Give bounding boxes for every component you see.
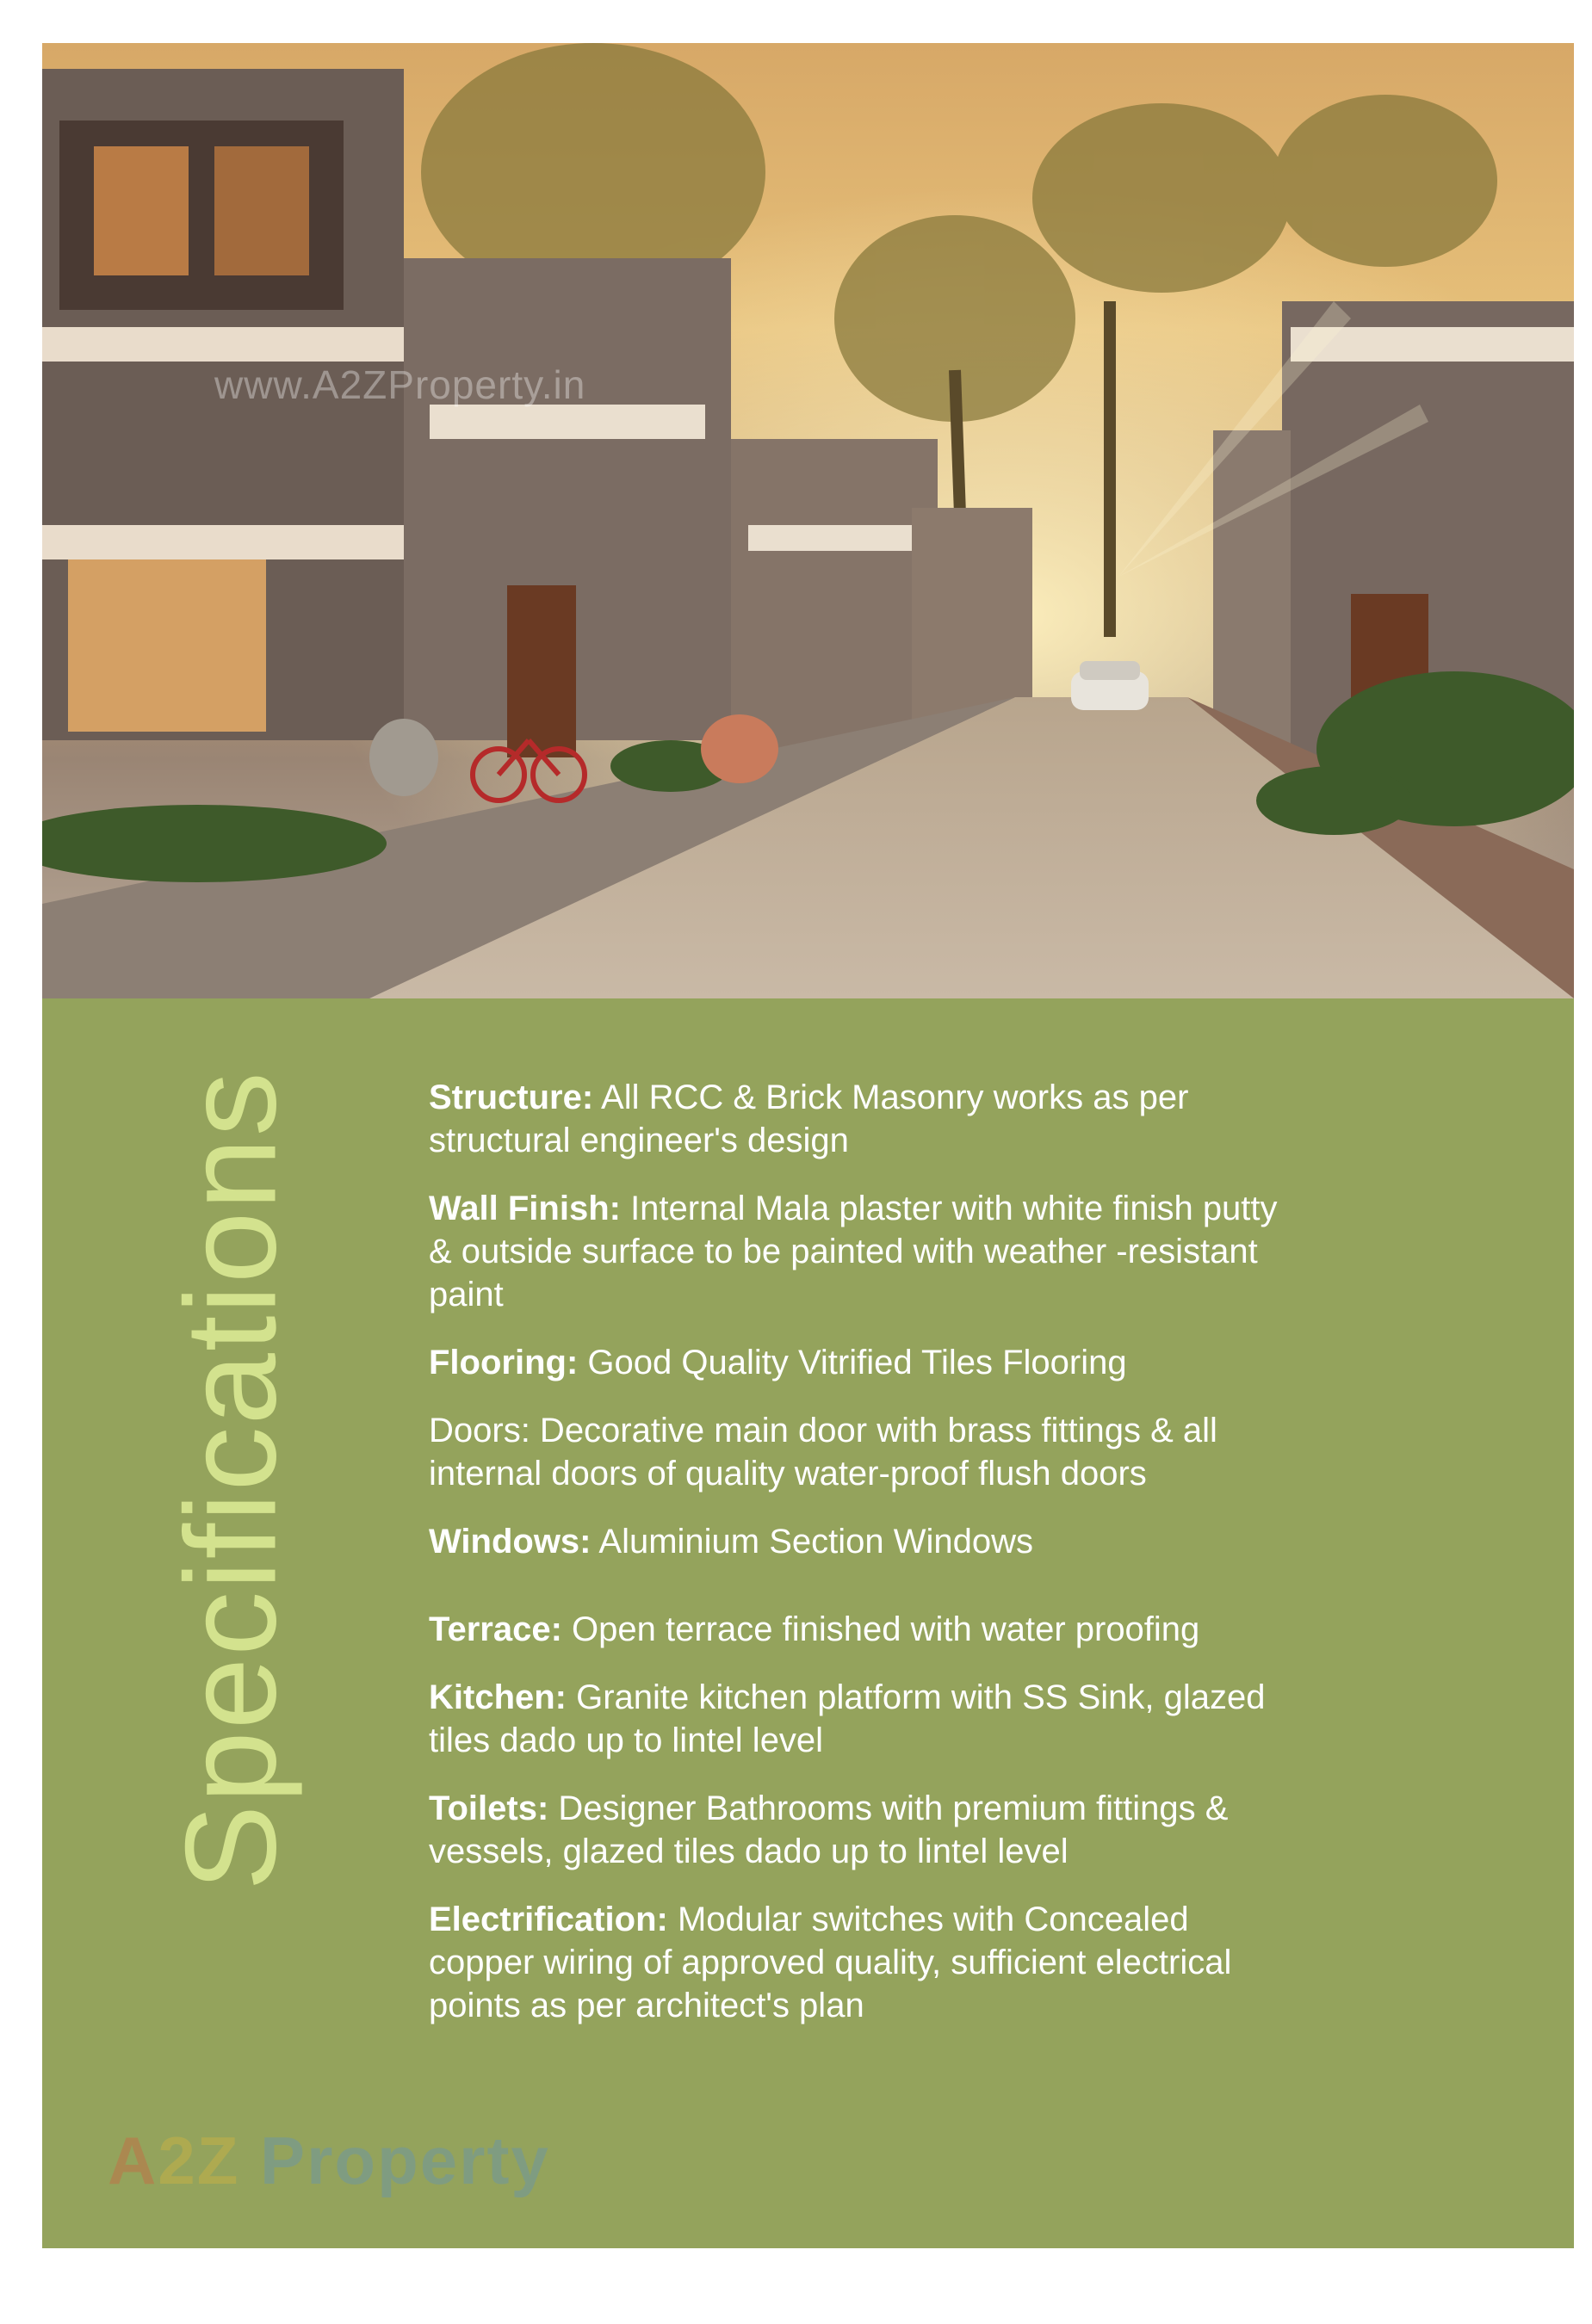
specifications-title: Specifications (158, 1070, 303, 1891)
spec-doors (429, 1409, 1290, 1495)
spec-structure (429, 1076, 1290, 1162)
spec-label: Structure: (429, 1079, 594, 1116)
spec-text: Doors: Decorative main door with brass fittings & all internal doors of quality water-proof flush doors (429, 1412, 1217, 1493)
spec-label: Kitchen: (429, 1678, 567, 1716)
a2z-property-logo-watermark (108, 2122, 550, 2200)
spec-toilets (429, 1787, 1290, 1873)
spec-text: Open terrace finished with water proofing (561, 1610, 1200, 1648)
spec-text: Aluminium Section Windows (591, 1523, 1034, 1561)
logo-part: 2Z (158, 2123, 261, 2198)
spec-text: Good Quality Vitrified Tiles Flooring (578, 1344, 1127, 1381)
spec-label: Toilets: (429, 1789, 549, 1827)
spec-electrification (429, 1898, 1290, 2027)
spec-terrace (429, 1608, 1290, 1651)
spec-wall-finish (429, 1187, 1290, 1316)
spec-label: Wall Finish: (429, 1190, 621, 1227)
spec-label: Flooring: (429, 1344, 579, 1381)
spec-text: Modular switches with Concealed copper wiring of approved quality, sufficient electrical points as per architect's plan (429, 1901, 1232, 2024)
spec-text: Designer Bathrooms with premium fittings & vessels, glazed tiles dado up to lintel level (429, 1789, 1229, 1870)
spec-kitchen (429, 1676, 1290, 1762)
spec-windows (429, 1520, 1290, 1563)
spec-flooring (429, 1341, 1290, 1384)
watermark-url: www.A2ZProperty.in (214, 362, 586, 407)
spec-text: All RCC & Brick Masonry works as per structural engineer's design (429, 1079, 1189, 1159)
villa-street-illustration (42, 43, 1574, 998)
specifications-list (429, 1076, 1290, 2052)
spec-text: Internal Mala plaster with white finish putty & outside surface to be painted with weather -resistant paint (429, 1190, 1278, 1313)
spec-label: Terrace: (429, 1610, 562, 1648)
spec-label: Electrification: (429, 1901, 668, 1938)
logo-part: A (108, 2123, 158, 2198)
hero-image (42, 43, 1574, 998)
spec-text: Granite kitchen platform with SS Sink, glazed tiles dado up to lintel level (429, 1678, 1266, 1759)
spec-label: Windows: (429, 1523, 592, 1561)
logo-part: Property (260, 2123, 550, 2198)
